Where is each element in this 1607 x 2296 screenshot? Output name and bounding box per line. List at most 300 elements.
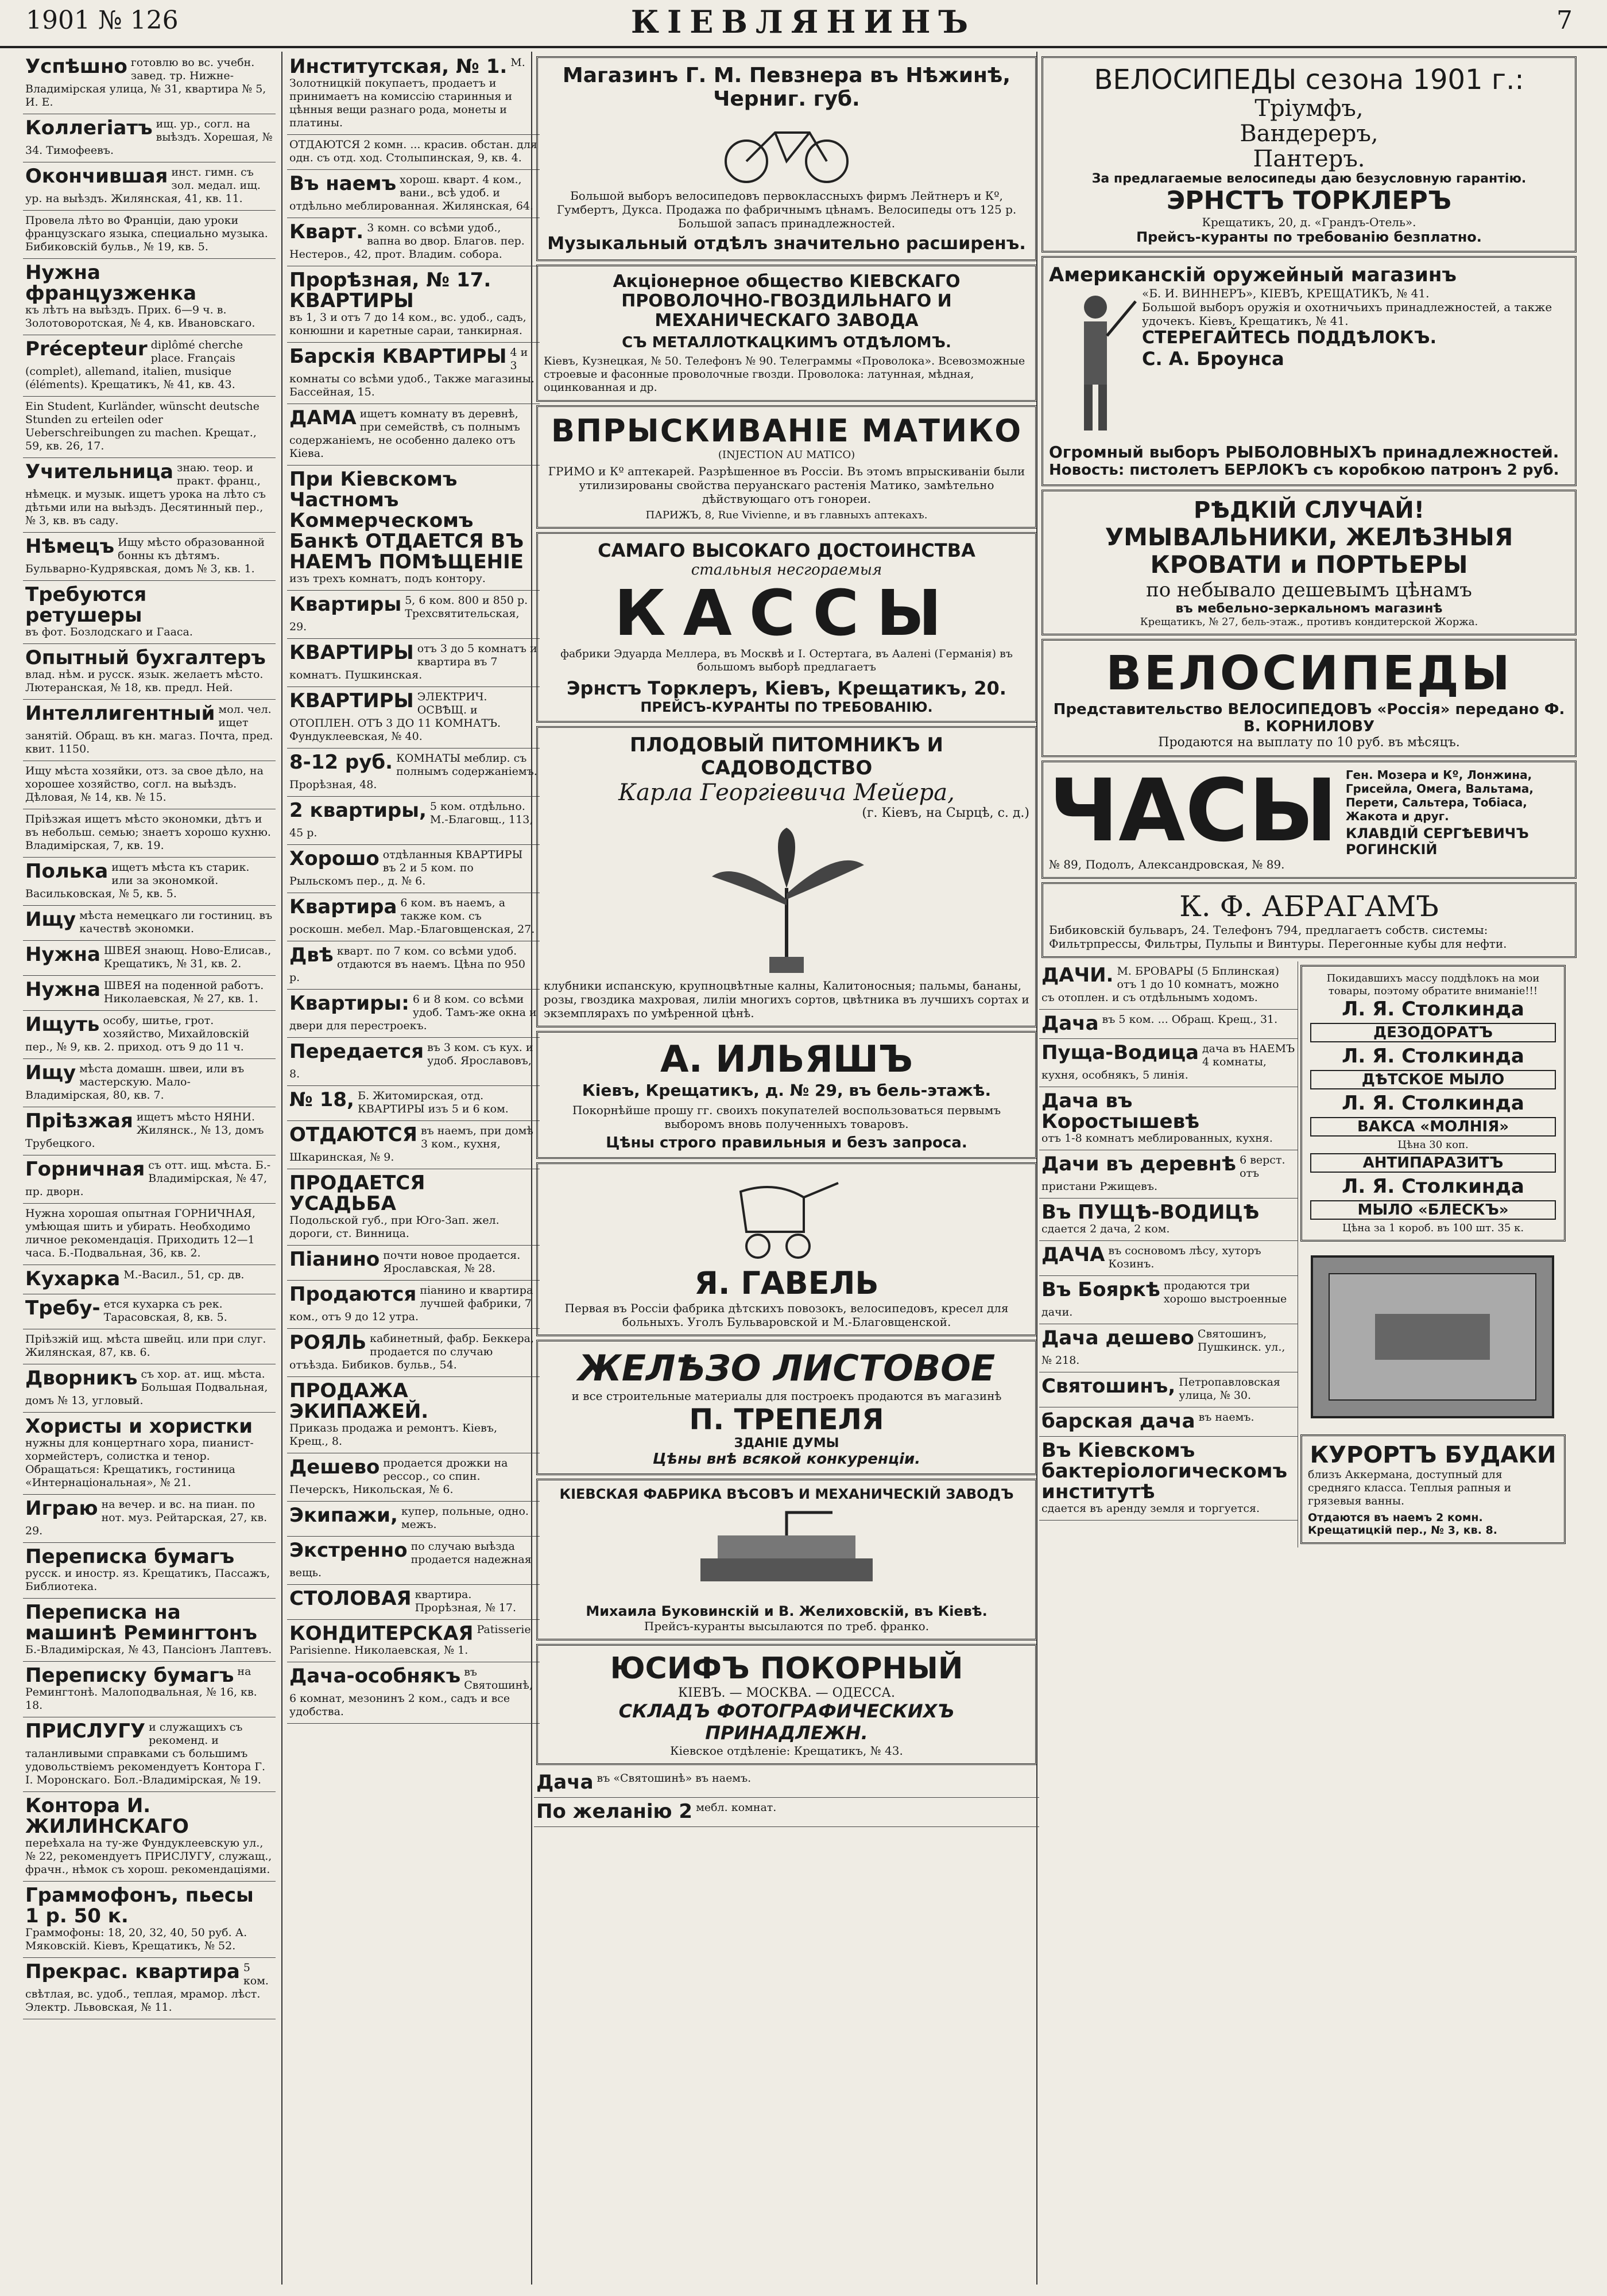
- ad-lead: Дешево: [289, 1456, 380, 1479]
- ad-text: изъ трехъ комнатъ, подъ контору.: [289, 572, 486, 585]
- ad-text: ищ. ур., согл. на выѣздъ. Хорешая, № 34. Тимофеевъ.: [25, 118, 273, 157]
- classified-ad: [23, 53, 276, 114]
- ad-firm: Михаила Буковинскій и В. Желиховскій, въ Кіевѣ.: [586, 1603, 988, 1619]
- ad-sheet-iron: [536, 1340, 1037, 1475]
- classified-ad: [23, 397, 276, 458]
- ad-lead: Дача: [1041, 1012, 1099, 1035]
- classified-ad: [287, 1038, 540, 1086]
- classified-ad: [23, 1717, 276, 1792]
- ad-title: РѢДКІЙ СЛУЧАЙ!: [1194, 497, 1424, 523]
- ad-foot: Прейсъ-куранты по требованію безплатно.: [1136, 229, 1482, 245]
- ad-text: ГРИМО и Кº аптекарей. Разрѣшенное въ Россіи. Въ этомъ впрыскиваніи были утилизированы свойства перуанскаго растенія Матико, замѣтельно дѣйствующаго отъ гонореи.: [548, 464, 1025, 506]
- ad-lead: Требуются ретушеры: [25, 583, 147, 627]
- ad-lead: Экипажи,: [289, 1504, 398, 1527]
- ad-lead: КОНДИТЕРСКАЯ: [289, 1622, 474, 1645]
- ad-lead: Полька: [25, 860, 109, 883]
- classified-ad: [23, 1413, 276, 1495]
- classified-ad: [23, 976, 276, 1011]
- ad-name: Карла Георгіевича Мейера,: [618, 779, 955, 806]
- ad-lead: Дача въ Коростышевѣ: [1041, 1089, 1200, 1133]
- ad-text: Приказь продажа и ремонтъ. Кіевъ, Крещ., 8.: [289, 1422, 498, 1448]
- ad-text: особу, шитье, грот. хозяйство, Михайловскій пер., № 9, кв. 2. приход. отъ 9 до 11 ч.: [25, 1014, 250, 1053]
- product-3: ВАКСА «МОЛНІЯ»: [1310, 1117, 1556, 1137]
- classified-ad: [1039, 1150, 1298, 1199]
- ad-pokorny: [536, 1644, 1037, 1765]
- ad-text: ищетъ комнату въ деревнѣ, при семействѣ, съ полнымъ содержаніемъ, не особенно далеко отъ Кіева.: [289, 408, 520, 460]
- ad-lead: Институтская, № 1.: [289, 55, 508, 78]
- ad-lead: РОЯЛЬ: [289, 1331, 367, 1354]
- classified-ad: [23, 1958, 276, 2019]
- ad-text: diplômé cherche place. Français (complet), allemand, italien, musique (éléments). Крещатикъ, № 41, кв. 43.: [25, 339, 243, 391]
- ad-lead: Квартиры: [289, 593, 402, 616]
- ad-lead: № 18,: [289, 1088, 354, 1111]
- ad-text: кварт. по 7 ком. со всѣми удоб. отдаются въ наемъ. Цѣна по 950 р.: [289, 945, 525, 984]
- ad-title: КУРОРТЪ БУДАКИ: [1310, 1442, 1556, 1468]
- ad-gavel: [536, 1162, 1037, 1336]
- ad-text: въ 3 ком. съ кух. и удоб. Ярославовъ, 8.: [289, 1041, 533, 1080]
- ad-lead: Ищу: [25, 1061, 76, 1084]
- ad-name: Я. ГАВЕЛЬ: [694, 1265, 879, 1301]
- ad-lead: Экстренно: [289, 1539, 408, 1562]
- ad-text: Кіевское отдѣленіе: Крещатикъ, № 43.: [670, 1744, 903, 1758]
- ad-text: Ищу мѣста хозяйки, отз. за свое дѣло, на хорошее хозяйство, согл. на выѣздъ. Дѣловая, № 14, кв. № 15.: [25, 765, 264, 804]
- ad-text: къ лѣтъ на выѣздъ. Прих. 6—9 ч. в. Золотоворотская, № 4, кв. Ивановскаго.: [25, 304, 255, 329]
- ad-text: мѣста домашн. швеи, или въ мастерскую. Мало-Владимірская, 80, кв. 7.: [25, 1062, 245, 1102]
- ad-text: Провела лѣто во Франціи, даю уроки французскаго языка, специально музыка. Бибиковскій бульв., № 19, кв. 5.: [25, 214, 268, 253]
- ad-text: нужны для концертнаго хора, пианист-хормейстеръ, солистка и тенор. Обращаться: Крещатикъ, гостиница «Интернаціональная», № 21.: [25, 1437, 254, 1489]
- ad-bicycles-torkler: [1041, 56, 1577, 253]
- ad-text: Прейсъ-куранты высылаются по треб. франко.: [644, 1619, 930, 1633]
- ad-lead: Успѣшно: [25, 55, 127, 78]
- ad-price: Цѣны внѣ всякой конкуренціи.: [652, 1450, 921, 1468]
- ad-title: Магазинъ Г. М. Певзнера въ Нѣжинѣ, Черниг. губ.: [562, 64, 1011, 111]
- classified-ad: [23, 1329, 276, 1364]
- ad-sub: по небывало дешевымъ цѣнамъ: [1146, 579, 1472, 602]
- ad-lead: Квартиры:: [289, 992, 409, 1015]
- ad-title: КІЕВСКАЯ ФАБРИКА ВѢСОВЪ И МЕХАНИЧЕСКІЙ ЗАВОДЪ: [559, 1486, 1014, 1502]
- ad-text: піанино и квартира лучшей фабрики, 7 ком., отъ 9 до 12 утра.: [289, 1284, 533, 1323]
- ad-text: Кіевъ, Кузнецкая, № 50. Телефонъ № 90. Телеграммы «Проволока». Всевозможные строевые и фасонные проволочные гвозди. Проволока: латунная, мѣдная, оцинкованная и др.: [544, 355, 1025, 394]
- ad-text: Представительство ВЕЛОСИПЕДОВЪ «Россія» передано Ф. В. КОРНИЛОВУ: [1053, 701, 1565, 735]
- classified-ad: [1039, 1039, 1298, 1087]
- classified-ad: [287, 639, 540, 687]
- ad-text: 5 ком. свѣтлая, вс. удоб., теплая, мрамор. лѣст. Электр. Львовская, № 11.: [25, 1961, 269, 2014]
- ad-lead: Кухарка: [25, 1267, 121, 1290]
- ad-lead: Нужна: [25, 943, 100, 966]
- ad-lead: Пуща-Водица: [1041, 1041, 1199, 1064]
- ad-text: продается дрожки на рессор., со спин. Печерскъ, Никольская, № 6.: [289, 1457, 508, 1496]
- ad-lead: 2 квартиры,: [289, 799, 427, 822]
- classified-ad: [287, 343, 540, 404]
- ad-text: 6 ком. въ наемъ, а также ком. съ роскошн. мебел. Мар.-Благовщенская, 27.: [289, 897, 535, 936]
- ad-text: сдается въ аренду земля и торгуется.: [1041, 1502, 1260, 1515]
- ad-place: (г. Кіевъ, на Сырцѣ, с. д.): [862, 806, 1029, 820]
- classified-ad: [23, 644, 276, 700]
- ad-text: кабинетный, фабр. Беккера, продается по случаю отъѣзда. Бибиков. бульв., 54.: [289, 1332, 535, 1371]
- ad-nursery: [536, 726, 1037, 1027]
- ad-lead: КВАРТИРЫ: [289, 689, 414, 712]
- product-1: ДЕЗОДОРАТЪ: [1310, 1023, 1556, 1042]
- ad-lead: Коллегіатъ: [25, 117, 153, 139]
- classified-ad: [287, 266, 540, 343]
- classified-ad: [287, 1281, 540, 1329]
- ad-address: Крещатикъ, 20, д. «Грандъ-Отель».: [1202, 215, 1416, 229]
- classified-ad: [287, 797, 540, 845]
- ad-title: ВЕЛОСИПЕДЫ сезона 1901 г.:: [1094, 64, 1524, 96]
- ad-text: М. БРОВАРЫ (5 Бплинская) отъ 1 до 10 комнатъ, можно съ отоплен. и съ отдѣльнымъ ходомъ.: [1041, 965, 1279, 1004]
- ad-text: Б. Житомирская, отд. КВАРТИРЫ изъ 5 и 6 ком.: [357, 1089, 509, 1115]
- ad-lead: Горничная: [25, 1158, 145, 1181]
- classified-ad: [1039, 1087, 1298, 1150]
- ad-lead: ДАЧИ.: [1041, 964, 1114, 987]
- ad-lead: При Кіевскомъ Частномъ Коммерческомъ Банкѣ ОТДАЕТСЯ ВЪ НАЕМЪ ПОМѢЩЕНІЕ: [289, 468, 524, 573]
- ad-name: Л. Я. Столкинда: [1342, 1045, 1524, 1068]
- ad-text: почти новое продается. Ярославская, № 28.: [383, 1249, 521, 1275]
- ad-lead: Святошинъ,: [1041, 1375, 1176, 1398]
- ad-lead: Въ ПУЩѢ-ВОДИЦѢ: [1041, 1201, 1260, 1224]
- ad-text: близъ Аккермана, доступный для средняго класса. Теплыя рапныя и грязевыя ванны.: [1308, 1468, 1512, 1507]
- classified-ad: [1039, 1437, 1298, 1521]
- classified-ad: [1039, 1324, 1298, 1372]
- classified-ad: [287, 1086, 540, 1121]
- ad-text: въ «Святошинѣ» въ наемъ.: [597, 1772, 752, 1785]
- ad-lead: Въ Кіевскомъ бактеріологическомъ институтѣ: [1041, 1439, 1288, 1503]
- classified-ad: [23, 1204, 276, 1265]
- ad-text: Большой выборъ велосипедовъ первоклассныхъ фирмъ Лейтнеръ и Кº, Гумбертъ, Дукса. Продажа по фабричнымъ цѣнамъ. Велосипеды отъ 125 р. Большой запасъ принадлежностей.: [556, 189, 1017, 230]
- ad-headline: КАССЫ: [614, 576, 959, 650]
- ad-brands: Ген. Мозера и Кº, Лонжина, Грисейла, Омега, Вальтама, Перети, Сальтера, Тобіаса, Жакота и друг.: [1345, 768, 1534, 823]
- product-2: ДѢТСКОЕ МЫЛО: [1310, 1070, 1556, 1089]
- ad-text: М.-Васил., 51, ср. дв.: [123, 1269, 245, 1281]
- classified-ad: [23, 1265, 276, 1294]
- ad-text: на вечер. и вс. на пиан. по нот. муз. Рейтарская, 27, кв. 29.: [25, 1498, 268, 1537]
- ad-lead: СТОЛОВАЯ: [289, 1587, 412, 1610]
- ad-lead: Перепиcку бумагъ: [25, 1664, 234, 1687]
- ad-text: готовлю во вс. учебн. завед. тр. Нижне-Владимірская улица, № 31, квартира № 5, И. Е.: [25, 56, 266, 108]
- ad-text: Бибиковскій бульваръ, 24. Телефонъ 794, предлагаетъ собств. системы: Фильтрпрессы, Фильтры, Пульпы и Винтуры. Перегонные кубы для нефти.: [1049, 923, 1507, 951]
- ad-text: мѣста немецкаго ли гостиниц. въ качествѣ экономки.: [79, 909, 273, 935]
- classified-ad: [287, 1453, 540, 1502]
- classified-ad: [287, 1121, 540, 1169]
- ad-stolkind: [1300, 965, 1566, 1242]
- ad-lead: Прекрас. квартира: [25, 1960, 240, 1983]
- classified-ad: [1039, 1199, 1298, 1241]
- ad-lead: Покидавшихъ массу поддѣлокъ на мои товары, поэтому обратите вниманіе!!!: [1326, 972, 1540, 997]
- ad-title: ВПРЫСКИВАНІЕ МАТИКО: [551, 413, 1023, 449]
- ad-subtitle: (INJECTION AU MATICO): [718, 449, 855, 461]
- ad-text: Б.-Владимірская, № 43, Пансіонъ Лаптевъ.: [25, 1643, 272, 1656]
- column-display-ads: [534, 53, 1039, 2286]
- ad-text: ется кухарка съ рек. Тарасовская, 8, кв. 5.: [103, 1298, 227, 1324]
- ad-address: Отдаются въ наемъ 2 комн. Крещатицкій пер., № 3, кв. 8.: [1308, 1511, 1497, 1537]
- classified-ad: [287, 591, 540, 639]
- ad-text: 6 и 8 ком. со всѣми удоб. Тамъ-же окна и двери для перестроекъ.: [289, 993, 537, 1032]
- ad-text: инст. гимн. съ зол. медал. ищ. ур. на выѣздъ. Жилянская, 41, кв. 11.: [25, 166, 261, 205]
- classified-ad: [287, 1169, 540, 1246]
- ad-text: съ хор. ат. ищ. мѣста. Большая Подвальная, домъ № 13, угловый.: [25, 1368, 268, 1407]
- hunter-icon: [1052, 290, 1139, 439]
- classified-ad: [23, 906, 276, 941]
- ad-firm: П. ТРЕПЕЛЯ: [689, 1403, 884, 1436]
- ad-lead: ПРОДАЖА ЭКИПАЖЕЙ.: [289, 1379, 429, 1423]
- ad-guarantee: За предлагаемые велосипеды даю безусловную гарантію.: [1091, 172, 1527, 186]
- ad-browning: С. А. Броунса: [1142, 348, 1284, 370]
- ad-lead: Précepteur: [25, 338, 148, 360]
- ad-lead: Въ наемъ: [289, 172, 397, 195]
- ad-lead: Граммофонъ, пьесы 1 р. 50 к.: [25, 1884, 254, 1927]
- ad-text: отъ 1-8 комнатъ меблированных, кухня.: [1041, 1132, 1273, 1145]
- classified-ad: [23, 1599, 276, 1662]
- ad-lead: барская дача: [1041, 1410, 1195, 1433]
- ad-name: ЮСИФЪ ПОКОРНЫЙ: [610, 1651, 963, 1686]
- ad-novelty: Новость: пистолетъ БЕРЛОКЪ съ коробкою патронъ 2 руб.: [1049, 461, 1559, 479]
- ad-wire-factory: [536, 265, 1037, 402]
- ad-lead: Играю: [25, 1497, 98, 1520]
- product-5: МЫЛО «БЛЕСКЪ»: [1310, 1200, 1556, 1220]
- classified-ad: [287, 1329, 540, 1377]
- ad-text: Петропавловская улица, № 30.: [1179, 1376, 1280, 1402]
- ad-lead: Барскія КВАРТИРЫ: [289, 345, 507, 368]
- ad-name: Л. Я. Столкинда: [1342, 1092, 1524, 1115]
- ad-music: Музыкальный отдѣлъ значительно расширенъ.: [547, 234, 1026, 254]
- ad-title: Акціонерное общество КІЕВСКАГО ПРОВОЛОЧНО-ГВОЗДИЛЬНАГО И МЕХАНИЧЕСКАГО ЗАВОДА: [613, 272, 961, 331]
- ad-lead: Переписка на машинѣ Ремингтонъ: [25, 1601, 257, 1645]
- ad-text: дача въ НАЕМЪ 4 комнаты, кухня, особнякъ, 5 линія.: [1041, 1042, 1295, 1081]
- ad-text: и все строительные материалы для построекъ продаются въ магазинѣ: [571, 1389, 1002, 1403]
- brand-3: Пантеръ.: [1253, 146, 1365, 172]
- ad-lead: Дачи въ деревнѣ: [1041, 1153, 1237, 1176]
- classified-ad: [23, 700, 276, 761]
- ad-text: мол. чел. ищет занятій. Обращ. въ кн. магаз. Почта, пред. квит. 1150.: [25, 703, 273, 755]
- stolkind-block: [1298, 961, 1568, 1548]
- classified-ad: [23, 1364, 276, 1413]
- classified-ad: [23, 809, 276, 858]
- ad-seller: КЛАВДІЙ СЕРГѢЕВИЧЪ РОГИНСКІЙ: [1345, 825, 1529, 858]
- ad-text: въ 1, 3 и отъ 7 до 14 ком., вс. удоб., садъ, конюшни и каретные сараи, танкирная.: [289, 311, 526, 337]
- classified-ad: [1039, 1372, 1298, 1407]
- plant-icon: [700, 825, 873, 974]
- page-header: [0, 0, 1607, 48]
- newspaper-title: КІЕВЛЯНИНЪ: [630, 3, 977, 40]
- ad-lead: 8-12 руб.: [289, 751, 393, 774]
- ad-text: Пріѣзжая ищетъ мѣсто экономки, дѣтъ и въ небольш. семью; знаетъ хорошо кухню. Владимірская, 7, кв. 19.: [25, 813, 271, 852]
- ad-text: въ наемъ, при домѣ 3 ком., кухня, Шкаринская, № 9.: [289, 1124, 533, 1163]
- ad-subtitle: стальныя несгораемыя: [691, 561, 882, 579]
- ad-text: Ein Student, Kurländer, wünscht deutsche Stunden zu erteilen oder Ueberschreibungen zu machen. Крещат., 59, кв. 26, 17.: [25, 400, 260, 452]
- classified-ad: [23, 533, 276, 581]
- ad-lead: Требу-: [25, 1297, 100, 1320]
- ad-text: Святошинъ, Пушкинск. ул., № 218.: [1041, 1328, 1285, 1367]
- classified-ad: [1039, 961, 1298, 1010]
- ad-lead: Учительница: [25, 460, 174, 483]
- ad-rare-case: [1041, 490, 1577, 635]
- ad-owner: «Б. И. ВИННЕРЪ», КІЕВЪ, КРЕЩАТИКЪ, № 41.: [1142, 286, 1430, 300]
- ad-text: Первая въ Россіи фабрика дѣтскихъ повозокъ, велосипедовъ, кресел для больныхъ. Уголъ Бульваровской и М.-Благовщенской.: [564, 1301, 1009, 1329]
- ad-firm: ЭРНСТЪ ТОРКЛЕРЪ: [1166, 186, 1452, 215]
- ad-lead: ПРОДАЕТСЯ УСАДЬБА: [289, 1172, 425, 1215]
- classified-ad: [287, 1377, 540, 1453]
- classified-ad: [287, 170, 540, 218]
- classified-ad: [23, 162, 276, 211]
- classified-ad: [287, 1662, 540, 1724]
- ad-dacha-small: [534, 1768, 1039, 1798]
- ad-text: въ сосновомъ лѣсу, хуторъ Козинъ.: [1108, 1244, 1261, 1270]
- ad-foot: ПРЕЙСЪ-КУРАНТЫ ПО ТРЕБОВАНІЮ.: [640, 699, 933, 715]
- classified-ad: [1039, 1407, 1298, 1437]
- pram-icon: [706, 1174, 867, 1261]
- ad-text: купер, польные, одно. межъ.: [401, 1505, 529, 1531]
- ad-budaki: [1300, 1434, 1566, 1544]
- ad-subtitle: СЪ МЕТАЛЛОТКАЦКИМЪ ОТДѢЛОМЪ.: [622, 334, 951, 351]
- classified-ad: [287, 990, 540, 1038]
- ad-price: Цѣна за 1 короб. въ 100 шт. 35 к.: [1342, 1222, 1524, 1234]
- dacha-listings: [1039, 961, 1298, 1548]
- ad-note: ЗДАНІЕ ДУМЫ: [734, 1436, 839, 1450]
- ad-cities: КІЕВЪ. — МОСКВА. — ОДЕССА.: [678, 1686, 895, 1700]
- ad-watches: [1041, 761, 1577, 879]
- ad-text: съ отт. ищ. мѣста. Б.-Владимірская, № 47, пр. дворн.: [25, 1159, 271, 1198]
- column-display-ads-2: [1039, 53, 1579, 2286]
- classified-ad: [23, 458, 276, 533]
- ad-lead: Прорѣзная, № 17. КВАРТИРЫ: [289, 269, 491, 312]
- classified-ad: [23, 1495, 276, 1543]
- classified-ad: [287, 748, 540, 797]
- classified-ad: [23, 1792, 276, 1882]
- classified-ad: [23, 941, 276, 976]
- classified-ad: [1039, 1241, 1298, 1276]
- ad-text: Пріѣзжій ищ. мѣста швейц. или при слуг. Жилянская, 87, кв. 6.: [25, 1333, 266, 1359]
- ad-lead: ДАЧА: [1041, 1243, 1105, 1266]
- ad-text: ищетъ мѣста къ старик. или за экономкой. Васильковская, № 5, кв. 5.: [25, 861, 250, 900]
- ad-text: русск. и иностр. яз. Крещатикъ, Пассажъ, Библиотека.: [25, 1567, 270, 1593]
- ad-ilyash: [536, 1031, 1037, 1159]
- brand-1: Тріумфъ,: [1254, 95, 1364, 122]
- ad-text: Подольской губ., при Юго-Зап. жел. дороги, ст. Винница.: [289, 1214, 499, 1240]
- ad-name: К. Ф. АБРАГАМЪ: [1179, 890, 1439, 923]
- ad-text: Нужна хорошая опытная ГОРНИЧНАЯ, умѣющая шить и убирать. Необходимо личное рекомендація. Приходить 12—1 часа. Б.-Подвальная, 36, кв. 2.: [25, 1207, 255, 1259]
- ad-lead: Ищуть: [25, 1013, 100, 1036]
- ad-lead: Контора И. ЖИЛИНСКАГО: [25, 1794, 189, 1838]
- product-4: АНТИПАРАЗИТЪ: [1310, 1153, 1556, 1173]
- ad-wish: [534, 1798, 1039, 1827]
- ad-text: Граммофоны: 18, 20, 32, 40, 50 руб. А. Мяковскій. Кіевъ, Крещатикъ, № 52.: [25, 1926, 247, 1952]
- ad-text: въ Святошинѣ, 6 комнат, мезонинъ 2 ком., садъ и все удобства.: [289, 1666, 533, 1718]
- dacha-and-stolkind-block: [1039, 961, 1579, 1548]
- classified-ad: [23, 1662, 276, 1717]
- ad-lead: ДАМА: [289, 406, 357, 429]
- ad-foot: ПАРИЖЪ, 8, Rue Vivienne, и въ главныхъ аптекахъ.: [645, 509, 928, 521]
- ad-title: САМАГО ВЫСОКАГО ДОСТОИНСТВА: [598, 540, 975, 561]
- classified-ad: [23, 1011, 276, 1059]
- ad-firm: Эрнстъ Торклеръ, Кіевъ, Крещатикъ, 20.: [567, 677, 1006, 699]
- ad-text: клубники испанскую, крупноцвѣтные калны, Калитоносныя; пальмы, бананы, розы, гвоздика махровая, лиліи многихъ сортов, цвѣтника въ лучшихъ сортах и экземплярахъ по умѣренной цѣнѣ.: [544, 979, 1029, 1020]
- classified-ad: [1039, 1010, 1298, 1039]
- ad-text: ШВЕЯ на поденной работъ. Николаевская, № 27, кв. 1.: [103, 979, 264, 1005]
- ad-lead: Нужна французженка: [25, 261, 197, 305]
- classified-ad: [287, 845, 540, 893]
- ad-place: въ мебельно-зеркальномъ магазинѣ: [1175, 602, 1443, 616]
- ad-lead: Ищу: [25, 908, 76, 931]
- ad-lead: Интеллигентный: [25, 702, 215, 725]
- ad-text: фабрики Эдуарда Меллера, въ Москвѣ и І. Остертага, въ Аалені (Германія) въ большомъ выборѣ предлагаетъ: [560, 647, 1013, 673]
- classified-ad: [287, 1246, 540, 1281]
- ad-text: сдается 2 дача, 2 ком.: [1041, 1223, 1170, 1235]
- classified-ad: [23, 114, 276, 162]
- ad-velo-russia: [1041, 639, 1577, 757]
- scale-icon: [683, 1507, 890, 1599]
- ad-address: Крещатикъ, № 27, бель-этаж., противъ кондитерской Жоржа.: [1140, 616, 1478, 628]
- ad-text: въ фот. Бозлодскаго и Гааса.: [25, 626, 193, 638]
- ad-text: ШВЕЯ знающ. Ново-Елисав., Крещатикъ, № 31, кв. 2.: [103, 944, 272, 970]
- ad-text: КОМНАТЫ меблир. съ полнымъ содержаніемъ. Прорѣзная, 48.: [289, 752, 537, 791]
- classified-ad: [287, 687, 540, 748]
- ad-text: квартира. Прорѣзная, № 17.: [415, 1588, 517, 1614]
- page-number: 7: [1556, 6, 1573, 35]
- ad-note: Продаются на выплату по 10 руб. въ мѣсяцъ.: [1158, 735, 1460, 750]
- ad-lead: Хорошо: [289, 847, 380, 870]
- ad-text: продаются три хорошо выстроенные дачи.: [1041, 1279, 1287, 1318]
- ad-lead: Нужна: [25, 978, 100, 1001]
- ad-title: Американскій оружейный магазинъ: [1049, 263, 1457, 286]
- ad-lead: ОТДАЮТСЯ: [289, 1123, 417, 1146]
- ad-text: въ наемъ.: [1198, 1411, 1254, 1424]
- ad-lead: Передается: [289, 1040, 424, 1063]
- ad-text: 5, 6 ком. 800 и 850 р. Трехсвятительская, 29.: [289, 594, 528, 633]
- ad-lead: Дача дешево: [1041, 1327, 1194, 1349]
- ad-address: Кіевъ, Крещатикъ, д. № 29, въ бель-этажѣ.: [582, 1081, 992, 1100]
- classified-ad: [23, 1155, 276, 1204]
- ad-name: А. ИЛЬЯШЪ: [660, 1038, 913, 1081]
- ad-text: въ 5 ком. ... Обращ. Крещ., 31.: [1102, 1013, 1278, 1026]
- classified-ad: [23, 1294, 276, 1329]
- ad-text: отдѣланныя КВАРТИРЫ въ 2 и 5 ком. по Рыльскомъ пер., д. № 6.: [289, 848, 523, 887]
- ad-lead: Квартира: [289, 895, 397, 918]
- bicycle-icon: [712, 115, 861, 184]
- ad-text: и служащихъ съ рекоменд. и таланливыми справками съ большимъ удовольствіемъ рекомендуетъ Контора Г. І. Моронскаго. Бол.-Владимірская, № 19.: [25, 1721, 266, 1786]
- ad-pevzner: [536, 56, 1037, 261]
- ad-text: отъ 3 до 5 комнатъ и квартира въ 7 комнатъ. Пушкинская.: [289, 642, 537, 681]
- classified-ad: [287, 893, 540, 941]
- ad-name: Л. Я. Столкинда: [1342, 1175, 1524, 1198]
- ad-matico: [536, 405, 1037, 529]
- ad-text: 6 верст. отъ пристани Ржищевъ.: [1041, 1154, 1285, 1193]
- ad-text: 3 комн. со всѣми удоб., вапна во двор. Благов. пер. Нестеров., 42, прот. Владим. собора.: [289, 222, 525, 261]
- ad-text: переѣхала на ту-же Фундуклеевскую ул., № 22, рекомендуетъ ПРИСЛУГУ, служащ., фрачн., нѣмок съ хорош. рекомендаціями.: [25, 1837, 272, 1876]
- ad-scales: [536, 1479, 1037, 1640]
- ad-lead: Дача: [536, 1771, 594, 1794]
- ad-lead: Продаются: [289, 1283, 417, 1306]
- classified-ad: [287, 218, 540, 266]
- ad-abragam: [1041, 882, 1577, 958]
- classified-ad: [23, 858, 276, 906]
- ad-lead: Переписка бумагъ: [25, 1545, 235, 1568]
- classified-ad: [287, 1502, 540, 1537]
- ad-lead: Пріѣзжая: [25, 1110, 133, 1133]
- ad-text: по случаю выѣзда продается надежная вещь.: [289, 1540, 532, 1579]
- classified-ad: [23, 211, 276, 259]
- ad-fishing: Огромный выборъ РЫБОЛОВНЫХЪ принадлежностей.: [1049, 443, 1559, 461]
- ad-text: ОТДАЮТСЯ 2 комн. ... красив. обстан. для одн. съ отд. ход. Столыпинская, 9, кв. 4.: [289, 138, 537, 164]
- classified-ad: [23, 1059, 276, 1107]
- ad-text: Patisserie Parisienne. Николаевская, № 1.: [289, 1623, 531, 1657]
- classified-ad: [287, 1585, 540, 1620]
- ad-text: Ищу мѣсто образованной бонны къ дѣтямъ. Бульварно-Кудрявская, домъ № 3, кв. 1.: [25, 536, 265, 575]
- ad-text: на Ремингтонѣ. Малоподвальная, № 16, кв. 18.: [25, 1665, 257, 1712]
- ad-text: Большой выборъ оружія и охотничьихъ принадлежностей, а также удочекъ. Кіевъ, Крещатикъ, № 41.: [1142, 300, 1552, 328]
- column-classifieds-2: [287, 53, 540, 2286]
- ad-price: Цѣна 30 коп.: [1397, 1139, 1469, 1151]
- ad-text: влад. нѣм. и русск. язык. желаетъ мѣсто. Лютеранская, № 18, кв. предл. Ней.: [25, 668, 264, 694]
